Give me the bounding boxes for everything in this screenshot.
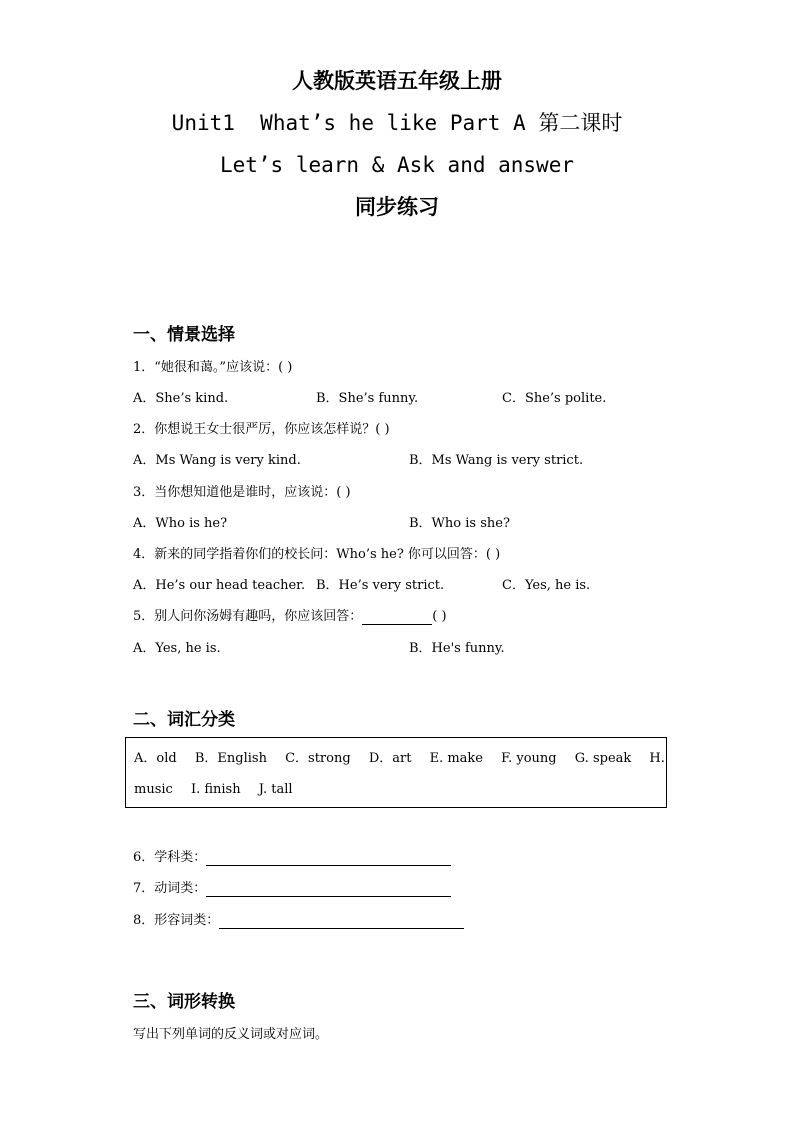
question-2: 2．你想说王女士很严厉，你应该怎样说？( ) [133, 422, 390, 437]
q3-option-b[interactable]: B．Who is she? [409, 516, 510, 531]
word-b: B．English [194, 751, 267, 766]
prompt-6 [133, 850, 451, 866]
q5-option-a[interactable]: A．Yes, he is. [133, 641, 221, 656]
word-a: A．old [134, 751, 177, 766]
word-f: F. young [501, 751, 557, 766]
prompt-7 [133, 881, 451, 897]
word-bank-row-1 [134, 751, 679, 767]
word-h: music [134, 782, 173, 797]
prompt-8 [133, 913, 464, 929]
word-bank-row-2 [134, 782, 307, 798]
question-3: 3．当你想知道他是谁时，应该说：( ) [133, 485, 351, 500]
q4-option-b[interactable]: B．He’s very strict. [316, 578, 445, 593]
title-lesson: Let’s learn & Ask and answer [219, 153, 574, 177]
word-j: J. tall [258, 782, 293, 797]
word-c: C．strong [285, 751, 351, 766]
q4-option-c[interactable]: C．Yes, he is. [502, 578, 591, 593]
word-e: E. make [429, 751, 483, 766]
q4-option-a[interactable]: A．He’s our head teacher. [133, 578, 306, 593]
prompt-6-blank[interactable] [206, 851, 451, 866]
q5-option-b[interactable]: B．He's funny. [409, 641, 505, 656]
q2-option-a[interactable]: A．Ms Wang is very kind. [133, 453, 301, 468]
word-bank-box [125, 737, 667, 808]
q5-paren: ( ) [432, 609, 447, 624]
q5-stem: 5．别人问你汤姆有趣吗，你应该回答： [133, 609, 363, 624]
word-d: D．art [368, 751, 412, 766]
prompt-7-label: 7．动词类： [133, 881, 207, 896]
question-4: 4．新来的同学指着你们的校长问：Who’s he? 你可以回答：( ) [133, 547, 501, 562]
question-5 [133, 609, 447, 625]
title-block [0, 60, 794, 228]
question-1: 1．“她很和蔼。”应该说：( ) [133, 360, 293, 375]
q5-answer-blank[interactable] [362, 610, 432, 625]
word-h-label: H. [649, 751, 665, 766]
q1-option-a[interactable]: A．She’s kind. [133, 391, 229, 406]
section3-instruction: 写出下列单词的反义词或对应词。 [133, 1027, 329, 1042]
prompt-8-label: 8．形容词类： [133, 913, 220, 928]
title-main: 人教版英语五年级上册 [292, 68, 502, 93]
word-i: I. finish [190, 782, 241, 797]
prompt-7-blank[interactable] [206, 882, 451, 897]
section3-heading: 三、词形转换 [133, 992, 235, 1012]
q3-option-a[interactable]: A．Who is he? [133, 516, 228, 531]
q1-option-b[interactable]: B．She’s funny. [316, 391, 419, 406]
prompt-6-label: 6．学科类： [133, 850, 207, 865]
title-unit: Unit1 What’s he like Part A 第二课时 [171, 111, 623, 135]
title-practice: 同步练习 [355, 194, 439, 219]
prompt-8-blank[interactable] [219, 914, 464, 929]
section1-heading: 一、情景选择 [133, 325, 235, 345]
word-g: G. speak [574, 751, 632, 766]
q1-option-c[interactable]: C．She’s polite. [502, 391, 607, 406]
section2-heading: 二、词汇分类 [133, 710, 235, 730]
q2-option-b[interactable]: B．Ms Wang is very strict. [409, 453, 584, 468]
